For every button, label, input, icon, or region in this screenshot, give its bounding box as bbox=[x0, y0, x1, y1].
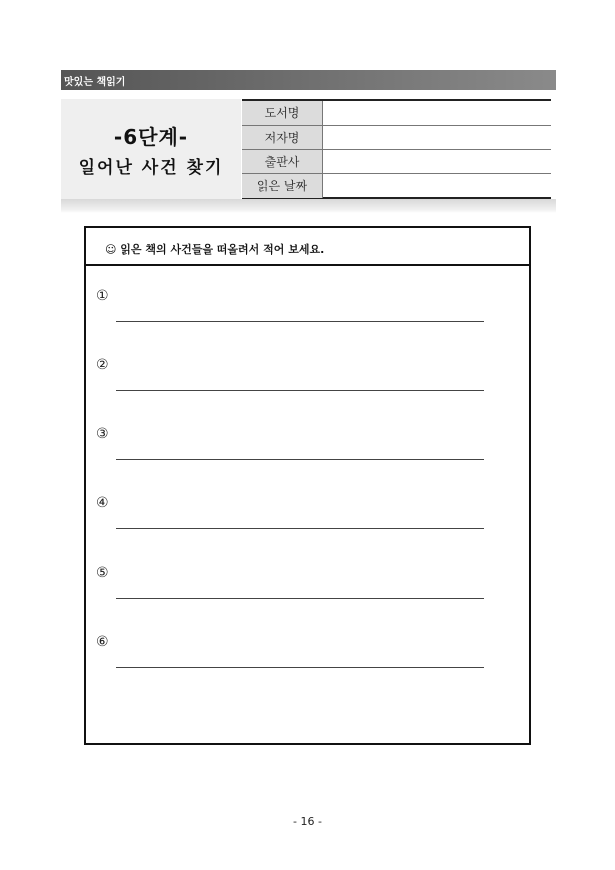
list-item bbox=[86, 288, 529, 338]
info-label-publisher: 출판사 bbox=[242, 150, 323, 174]
list-item bbox=[86, 357, 529, 407]
list-item bbox=[86, 426, 529, 476]
step-title: -6단계- bbox=[113, 125, 189, 149]
info-label-title: 도서명 bbox=[242, 101, 323, 125]
info-row-publisher bbox=[242, 149, 551, 174]
answer-line-6[interactable] bbox=[116, 667, 484, 668]
answer-line-4[interactable] bbox=[116, 528, 484, 529]
section-header-label: 맛있는 책읽기 bbox=[64, 77, 126, 88]
list-item bbox=[86, 565, 529, 615]
item-number: ⑥ bbox=[96, 634, 109, 650]
answer-line-1[interactable] bbox=[116, 321, 484, 322]
publisher-field[interactable] bbox=[324, 150, 551, 174]
title-box bbox=[61, 99, 241, 199]
author-field[interactable] bbox=[324, 126, 551, 150]
info-row-author bbox=[242, 125, 551, 150]
info-row-date bbox=[242, 173, 551, 198]
answer-line-5[interactable] bbox=[116, 598, 484, 599]
item-number: ④ bbox=[96, 495, 109, 511]
reading-date-field[interactable] bbox=[324, 174, 551, 198]
book-info-table bbox=[242, 99, 551, 199]
answer-line-3[interactable] bbox=[116, 459, 484, 460]
item-number: ② bbox=[96, 357, 109, 373]
exercise-frame bbox=[84, 226, 531, 745]
list-item bbox=[86, 634, 529, 684]
instruction-text: ☺ 읽은 책의 사건들을 떠올려서 적어 보세요. bbox=[105, 243, 325, 256]
item-number: ③ bbox=[96, 426, 109, 442]
item-number: ⑤ bbox=[96, 565, 109, 581]
info-label-author: 저자명 bbox=[242, 126, 323, 150]
shadow-band bbox=[61, 199, 556, 213]
section-header-bar bbox=[61, 70, 556, 90]
page-number: - 16 - bbox=[293, 815, 322, 828]
instruction-header bbox=[86, 228, 529, 266]
info-row-title bbox=[242, 101, 551, 125]
activity-title: 일어난 사건 찾기 bbox=[78, 158, 224, 178]
info-label-date: 읽은 날짜 bbox=[242, 174, 323, 198]
answer-line-2[interactable] bbox=[116, 390, 484, 391]
book-title-field[interactable] bbox=[324, 101, 551, 125]
list-item bbox=[86, 495, 529, 545]
item-number: ① bbox=[96, 288, 109, 304]
